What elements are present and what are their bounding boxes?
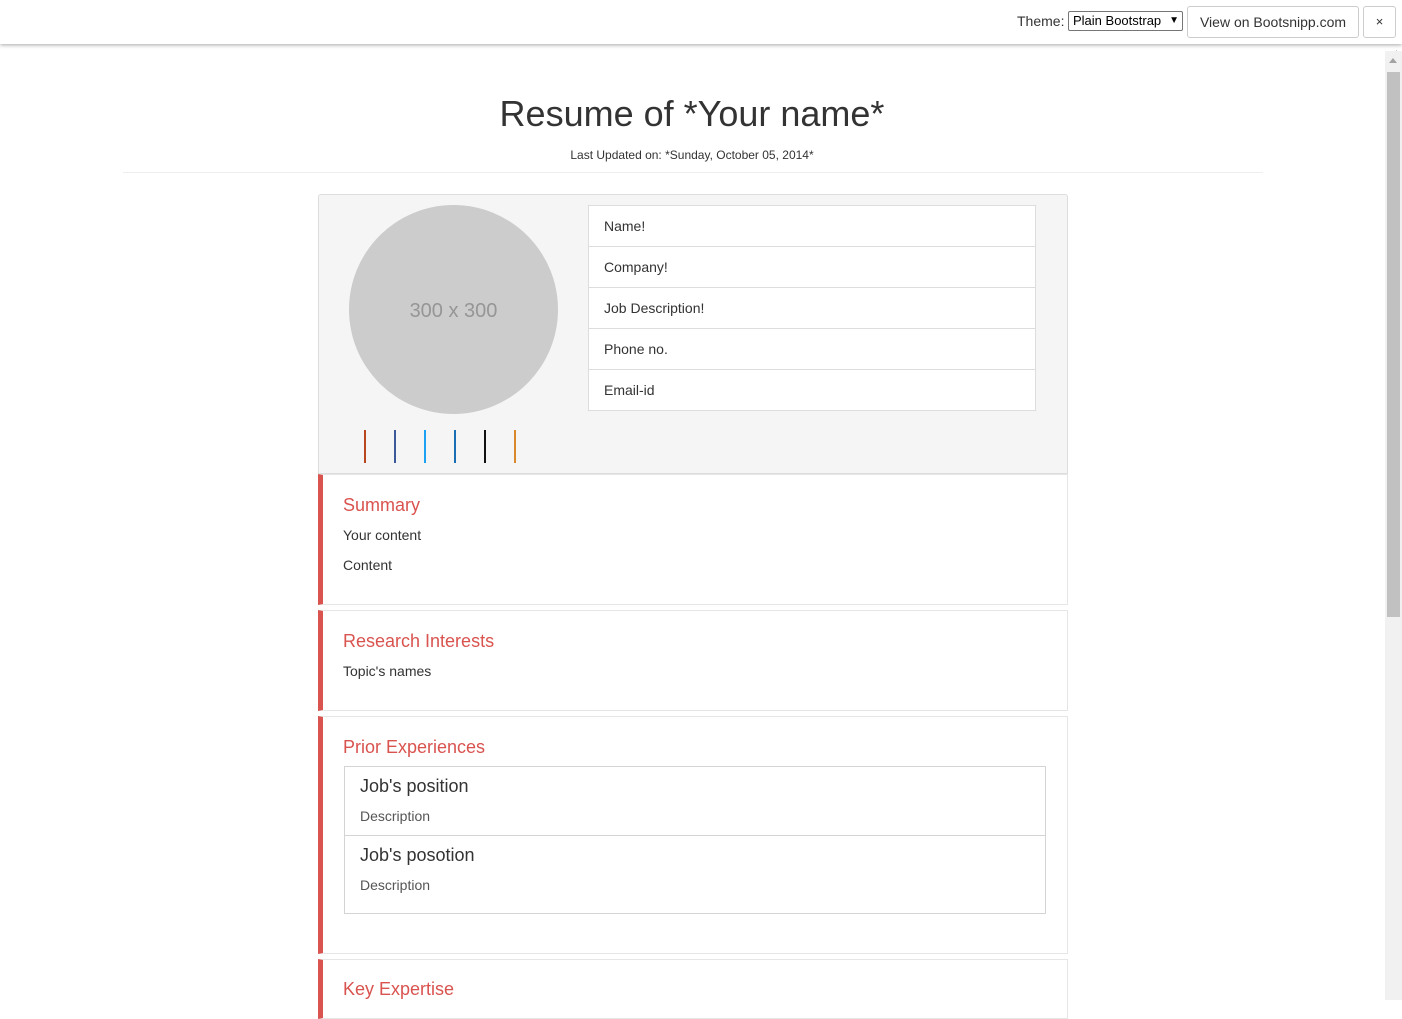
info-name: Name! <box>589 206 1035 247</box>
profile-info-list <box>588 205 1036 411</box>
summary-line-1: Your content <box>343 527 422 543</box>
header-divider <box>123 172 1263 173</box>
job-position: Job's posotion <box>360 845 475 865</box>
social-link-1[interactable] <box>364 430 366 463</box>
close-button[interactable]: × <box>1363 6 1396 38</box>
page-title: Resume of *Your name* <box>499 93 885 134</box>
profile-panel <box>318 194 1068 474</box>
research-text: Topic's names <box>343 663 432 679</box>
theme-select-value: Plain Bootstrap <box>1073 13 1162 28</box>
social-link-5[interactable] <box>484 430 486 463</box>
top-toolbar <box>0 0 1402 44</box>
avatar: 300 x 300 <box>349 205 558 414</box>
theme-label: Theme: <box>1017 13 1065 29</box>
job-position: Job's position <box>360 776 469 796</box>
jobs-list <box>344 766 1046 914</box>
scrollbar[interactable] <box>1385 51 1402 1000</box>
info-job-description: Job Description! <box>589 288 1035 329</box>
list-item <box>345 767 1045 836</box>
social-link-4[interactable] <box>454 430 456 463</box>
research-interests-section <box>318 610 1068 711</box>
key-expertise-section <box>318 959 1068 1019</box>
expertise-title: Key Expertise <box>343 979 455 999</box>
last-updated-text: Last Updated on: *Sunday, October 05, 2014* <box>570 148 814 162</box>
summary-section <box>318 474 1068 605</box>
summary-line-2: Content <box>343 557 393 573</box>
social-link-3[interactable] <box>424 430 426 463</box>
experience-title: Prior Experiences <box>343 737 486 757</box>
info-phone: Phone no. <box>589 329 1035 370</box>
research-title: Research Interests <box>343 631 495 651</box>
info-company: Company! <box>589 247 1035 288</box>
social-link-2[interactable] <box>394 430 396 463</box>
info-email: Email-id <box>604 382 655 398</box>
scroll-up-arrow-icon[interactable] <box>1389 58 1397 63</box>
summary-title: Summary <box>343 495 421 515</box>
scrollbar-thumb[interactable] <box>1387 72 1400 617</box>
list-item <box>345 836 1045 913</box>
job-description: Description <box>360 877 431 893</box>
dropdown-arrow-icon: ▼ <box>1169 15 1179 26</box>
social-link-6[interactable] <box>514 430 516 463</box>
theme-select[interactable] <box>1068 11 1183 31</box>
job-description: Description <box>360 808 431 824</box>
prior-experiences-section <box>318 716 1068 954</box>
view-on-bootsnipp-button[interactable]: View on Bootsnipp.com <box>1187 6 1359 38</box>
